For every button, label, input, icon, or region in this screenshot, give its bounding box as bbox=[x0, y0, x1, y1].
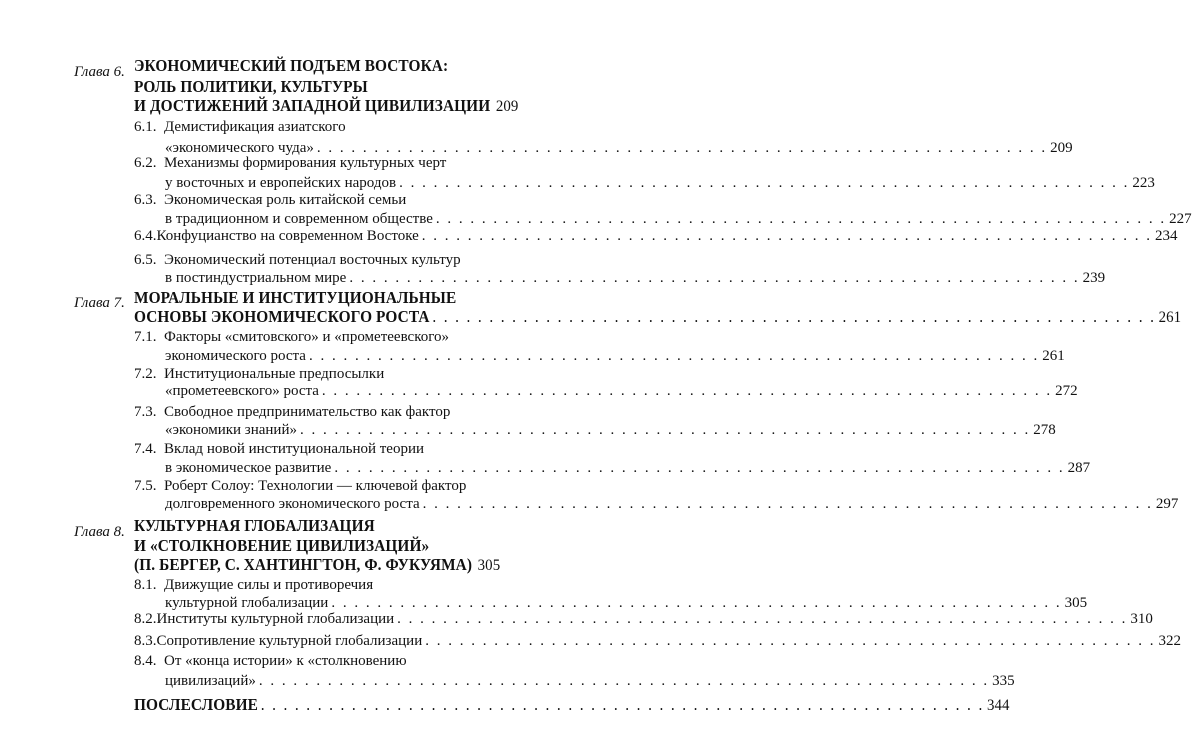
section-title-text: в экономическое развитие bbox=[165, 460, 332, 476]
dot-leader: . . . . . . . . . . . . . . . . . . . . . . . . . . . . . . . . . . . . . . . . . . . . . . . . . . . . . . . . . . . . . . . . bbox=[260, 695, 985, 714]
afterword-title: ПОСЛЕСЛОВИЕ bbox=[134, 695, 258, 714]
section-title-text: Вклад новой институциональной теории bbox=[164, 441, 425, 457]
page-number: 344 bbox=[986, 697, 1010, 714]
section-title-text: Конфуцианство на современном Востоке bbox=[156, 228, 419, 244]
page-number: 287 bbox=[1067, 460, 1091, 476]
chapter-title-text: КУЛЬТУРНАЯ ГЛОБАЛИЗАЦИЯ bbox=[134, 516, 375, 535]
page-number: 209 bbox=[1050, 140, 1073, 156]
section-number: 8.3. bbox=[134, 633, 157, 649]
page-number: 234 bbox=[1155, 228, 1178, 244]
section-line bbox=[134, 611, 1153, 631]
section-title-text: экономического роста bbox=[165, 348, 306, 364]
chapter-title-line bbox=[134, 307, 1182, 327]
section-title-text: Экономическая роль китайской семьи bbox=[164, 192, 407, 208]
section-title-text: Демистификация азиатского bbox=[164, 119, 346, 135]
dot-leader: . . . . . . . . . . . . . . . . . . . . . . . . . . . . . . . . . . . . . . . . . . . . . . . . . . . . . . . . . . . . . . . . bbox=[421, 228, 1153, 244]
dot-leader: . . . . . . . . . . . . . . . . . . . . . . . . . . . . . . . . . . . . . . . . . . . . . . . . . . . . . . . . . . . . . . . . bbox=[334, 460, 1065, 476]
section-number: 8.1. bbox=[134, 577, 157, 593]
section-line bbox=[134, 329, 506, 349]
section-number: 6.4. bbox=[134, 228, 157, 244]
chapter-title-line bbox=[134, 56, 480, 76]
section-line bbox=[134, 404, 506, 424]
section-number: 6.3. bbox=[134, 192, 157, 208]
page-number: 239 bbox=[1082, 270, 1106, 286]
section-line bbox=[134, 252, 506, 272]
page-number: 305 bbox=[477, 557, 501, 574]
chapter-title-line bbox=[134, 96, 519, 116]
section-number: 7.2. bbox=[134, 366, 157, 382]
section-title-text: культурной глобализации bbox=[165, 595, 329, 611]
page-number: 227 bbox=[1169, 211, 1192, 227]
section-title-text: От «конца истории» к «столкновению bbox=[164, 653, 407, 669]
section-title-text: в традиционном и современном обществе bbox=[165, 211, 433, 227]
chapter-title-text: РОЛЬ ПОЛИТИКИ, КУЛЬТУРЫ bbox=[134, 77, 368, 96]
section-title-text: долговременного экономического роста bbox=[165, 496, 420, 512]
chapter-title-text: (П. БЕРГЕР, С. ХАНТИНГТОН, Ф. ФУКУЯМА) bbox=[134, 555, 473, 574]
chapter-title-line bbox=[134, 288, 480, 308]
section-line bbox=[165, 496, 1179, 516]
dot-leader: . . . . . . . . . . . . . . . . . . . . . . . . . . . . . . . . . . . . . . . . . . . . . . . . . . . . . . . . . . . . . . . . bbox=[321, 383, 1053, 399]
section-line bbox=[165, 673, 1015, 693]
section-line bbox=[134, 577, 506, 597]
section-line bbox=[165, 383, 1078, 403]
section-line bbox=[134, 119, 506, 139]
chapter-title-line bbox=[134, 536, 480, 556]
section-line bbox=[165, 348, 1065, 368]
dot-leader: . . . . . . . . . . . . . . . . . . . . . . . . . . . . . . . . . . . . . . . . . . . . . . . . . . . . . . . . . . . . . . . . bbox=[308, 348, 1040, 364]
chapter-title-text: И ДОСТИЖЕНИЙ ЗАПАДНОЙ ЦИВИЛИЗАЦИИ bbox=[134, 96, 491, 115]
section-line bbox=[134, 633, 1181, 653]
section-title-text: Роберт Солоу: Технологии — ключевой фактор bbox=[164, 478, 467, 494]
dot-leader: . . . . . . . . . . . . . . . . . . . . . . . . . . . . . . . . . . . . . . . . . . . . . . . . . . . . . . . . . . . . . . . . bbox=[435, 211, 1167, 227]
section-number: 7.3. bbox=[134, 404, 157, 420]
page-number: 209 bbox=[495, 98, 519, 115]
section-title-text: Институты культурной глобализации bbox=[156, 611, 395, 627]
section-line bbox=[165, 460, 1091, 480]
section-line bbox=[134, 228, 1178, 248]
section-title-text: «экономики знаний» bbox=[165, 422, 297, 438]
afterword-line bbox=[134, 695, 1010, 715]
dot-leader: . . . . . . . . . . . . . . . . . . . . . . . . . . . . . . . . . . . . . . . . . . . . . . . . . . . . . . . . . . . . . . . . bbox=[397, 611, 1128, 627]
section-title-text: Факторы «смитовского» и «прометеевского» bbox=[164, 329, 450, 345]
section-number: 6.2. bbox=[134, 155, 157, 171]
page-number: 261 bbox=[1158, 309, 1182, 326]
chapter-title-text: ЭКОНОМИЧЕСКИЙ ПОДЪЕМ ВОСТОКА: bbox=[134, 56, 449, 75]
section-number: 8.4. bbox=[134, 653, 157, 669]
page-number: 305 bbox=[1064, 595, 1088, 611]
chapter-label: Глава 8. bbox=[74, 524, 125, 540]
chapter-title-line bbox=[134, 77, 480, 97]
section-number: 7.1. bbox=[134, 329, 157, 345]
section-title-text: у восточных и европейских народов bbox=[165, 175, 397, 191]
page-number: 272 bbox=[1055, 383, 1078, 399]
section-line bbox=[134, 653, 506, 673]
section-line bbox=[165, 270, 1106, 290]
chapter-title-line bbox=[134, 555, 501, 575]
page-number: 322 bbox=[1158, 633, 1181, 649]
page-number: 310 bbox=[1130, 611, 1153, 627]
dot-leader: . . . . . . . . . . . . . . . . . . . . . . . . . . . . . . . . . . . . . . . . . . . . . . . . . . . . . . . . . . . . . . . . bbox=[316, 140, 1048, 156]
dot-leader: . . . . . . . . . . . . . . . . . . . . . . . . . . . . . . . . . . . . . . . . . . . . . . . . . . . . . . . . . . . . . . . . bbox=[299, 422, 1031, 438]
section-number: 6.5. bbox=[134, 252, 157, 268]
section-title-text: «экономического чуда» bbox=[165, 140, 314, 156]
chapter-title-text: ОСНОВЫ ЭКОНОМИЧЕСКОГО РОСТА bbox=[134, 307, 430, 326]
page-number: 278 bbox=[1033, 422, 1056, 438]
dot-leader: . . . . . . . . . . . . . . . . . . . . . . . . . . . . . . . . . . . . . . . . . . . . . . . . . . . . . . . . . . . . . . . . bbox=[432, 307, 1156, 326]
section-number: 6.1. bbox=[134, 119, 157, 135]
dot-leader: . . . . . . . . . . . . . . . . . . . . . . . . . . . . . . . . . . . . . . . . . . . . . . . . . . . . . . . . . . . . . . . . bbox=[422, 496, 1153, 512]
dot-leader: . . . . . . . . . . . . . . . . . . . . . . . . . . . . . . . . . . . . . . . . . . . . . . . . . . . . . . . . . . . . . . . . bbox=[258, 673, 990, 689]
page-number: 261 bbox=[1042, 348, 1065, 364]
section-title-text: Механизмы формирования культурных черт bbox=[164, 155, 447, 171]
section-title-text: Экономический потенциал восточных культур bbox=[164, 252, 461, 268]
chapter-title-text: МОРАЛЬНЫЕ И ИНСТИТУЦИОНАЛЬНЫЕ bbox=[134, 288, 457, 307]
dot-leader: . . . . . . . . . . . . . . . . . . . . . . . . . . . . . . . . . . . . . . . . . . . . . . . . . . . . . . . . . . . . . . . . bbox=[399, 175, 1130, 191]
section-title-text: Движущие силы и противоречия bbox=[164, 577, 374, 593]
page-number: 223 bbox=[1132, 175, 1155, 191]
section-line bbox=[134, 155, 506, 175]
chapter-title-line bbox=[134, 516, 480, 536]
page-number: 335 bbox=[992, 673, 1015, 689]
dot-leader: . . . . . . . . . . . . . . . . . . . . . . . . . . . . . . . . . . . . . . . . . . . . . . . . . . . . . . . . . . . . . . . . bbox=[331, 595, 1062, 611]
section-title-text: Институциональные предпосылки bbox=[164, 366, 385, 382]
dot-leader: . . . . . . . . . . . . . . . . . . . . . . . . . . . . . . . . . . . . . . . . . . . . . . . . . . . . . . . . . . . . . . . . bbox=[349, 270, 1080, 286]
section-title-text: Сопротивление культурной глобализации bbox=[156, 633, 423, 649]
section-title-text: Свободное предпринимательство как фактор bbox=[164, 404, 451, 420]
dot-leader: . . . . . . . . . . . . . . . . . . . . . . . . . . . . . . . . . . . . . . . . . . . . . . . . . . . . . . . . . . . . . . . . bbox=[425, 633, 1156, 649]
page-number: 297 bbox=[1155, 496, 1179, 512]
section-number: 7.4. bbox=[134, 441, 157, 457]
section-title-text: цивилизаций» bbox=[165, 673, 256, 689]
section-line bbox=[134, 441, 506, 461]
section-line bbox=[134, 478, 506, 498]
section-title-text: «прометеевского» роста bbox=[165, 383, 319, 399]
section-line bbox=[165, 422, 1056, 442]
chapter-label: Глава 6. bbox=[74, 64, 125, 80]
section-title-text: в постиндустриальном мире bbox=[165, 270, 347, 286]
section-number: 8.2. bbox=[134, 611, 157, 627]
section-line bbox=[134, 192, 506, 212]
section-number: 7.5. bbox=[134, 478, 157, 494]
chapter-label: Глава 7. bbox=[74, 295, 125, 311]
chapter-title-text: И «СТОЛКНОВЕНИЕ ЦИВИЛИЗАЦИЙ» bbox=[134, 536, 430, 555]
